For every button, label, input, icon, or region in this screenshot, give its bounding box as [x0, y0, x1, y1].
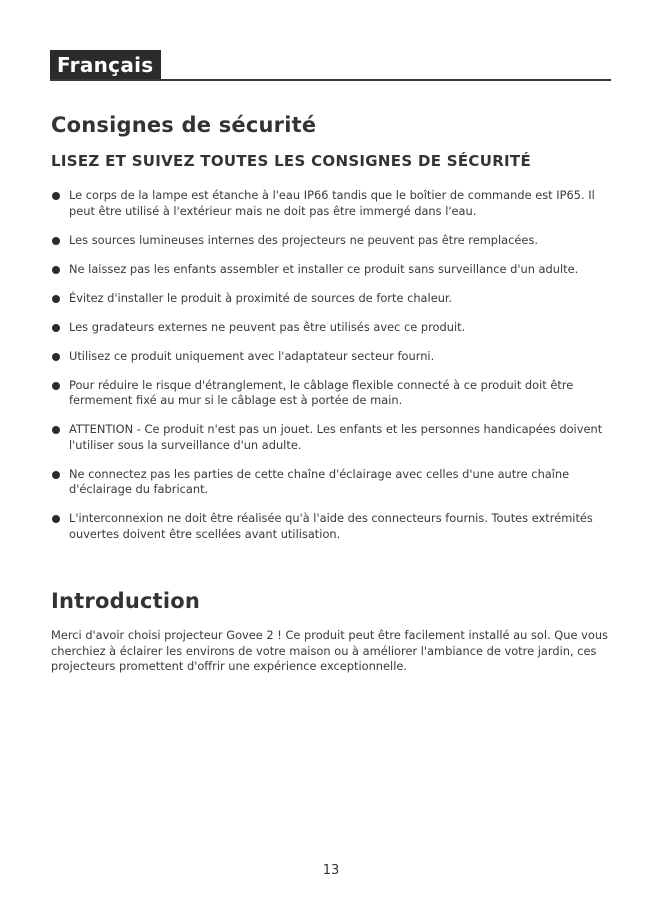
bullet-icon: [52, 382, 60, 390]
safety-instruction-text: Les gradateurs externes ne peuvent pas être utilisés avec ce produit.: [69, 319, 466, 334]
safety-instruction: [51, 467, 613, 498]
safety-instruction-text: Les sources lumineuses internes des projecteurs ne peuvent pas être remplacées.: [69, 232, 539, 247]
safety-instruction-text: Ne laissez pas les enfants assembler et installer ce produit sans surveillance d'un adulte.: [69, 261, 579, 276]
safety-section-title: Consignes de sécurité: [51, 113, 317, 137]
safety-instructions-list: [51, 188, 613, 556]
safety-instruction: [51, 320, 613, 336]
safety-instruction: [51, 511, 613, 542]
language-label: Français: [50, 50, 161, 81]
header-divider: [50, 79, 611, 81]
safety-instruction: [51, 349, 613, 365]
safety-instruction-text: Le corps de la lampe est étanche à l'eau IP66 tandis que le boîtier de commande est IP65. Il peut être utilisé à l'extérieur mais ne doit pas être immergé dans l'eau.: [69, 188, 595, 218]
safety-instruction-text: Pour réduire le risque d'étranglement, le câblage flexible connecté à ce produit doit être fermement fixé au mur si le câblage est à portée de main.: [69, 377, 574, 407]
page-number: 13: [322, 863, 340, 878]
bullet-icon: [52, 426, 60, 434]
language-header: [50, 50, 611, 81]
bullet-icon: [52, 471, 60, 479]
bullet-icon: [52, 324, 60, 332]
safety-instruction-text: Utilisez ce produit uniquement avec l'adaptateur secteur fourni.: [69, 348, 435, 363]
safety-instruction: [51, 422, 613, 453]
bullet-icon: [52, 295, 60, 303]
safety-instruction: [51, 291, 613, 307]
introduction-paragraph: Merci d'avoir choisi projecteur Govee 2 ! Ce produit peut être facilement installé au sol. Que vous cherchiez à éclairer les environs de votre maison ou à améliorer l'ambiance de votre jardin, ces projecteurs promettent d'offrir une expérience exceptionnelle.: [51, 628, 608, 673]
bullet-icon: [52, 266, 60, 274]
bullet-icon: [52, 515, 60, 523]
safety-instruction-text: L'interconnexion ne doit être réalisée qu'à l'aide des connecteurs fournis. Toutes extrémités ouvertes doivent être scellées avant utilisation.: [69, 511, 593, 541]
bullet-icon: [52, 353, 60, 361]
bullet-icon: [52, 237, 60, 245]
bullet-icon: [52, 192, 60, 200]
safety-instruction: [51, 233, 613, 249]
safety-subheading: LISEZ ET SUIVEZ TOUTES LES CONSIGNES DE SÉCURITÉ: [51, 152, 532, 170]
safety-instruction: [51, 262, 613, 278]
safety-instruction: [51, 188, 613, 219]
safety-instruction-text: Évitez d'installer le produit à proximité de sources de forte chaleur.: [69, 290, 453, 305]
safety-instruction: [51, 378, 613, 409]
introduction-title: Introduction: [51, 589, 201, 613]
safety-instruction-text: ATTENTION - Ce produit n'est pas un jouet. Les enfants et les personnes handicapées doivent l'utiliser sous la surveillance d'un adulte.: [69, 422, 603, 452]
safety-instruction-text: Ne connectez pas les parties de cette chaîne d'éclairage avec celles d'une autre chaîne d'éclairage du fabricant.: [69, 466, 570, 496]
